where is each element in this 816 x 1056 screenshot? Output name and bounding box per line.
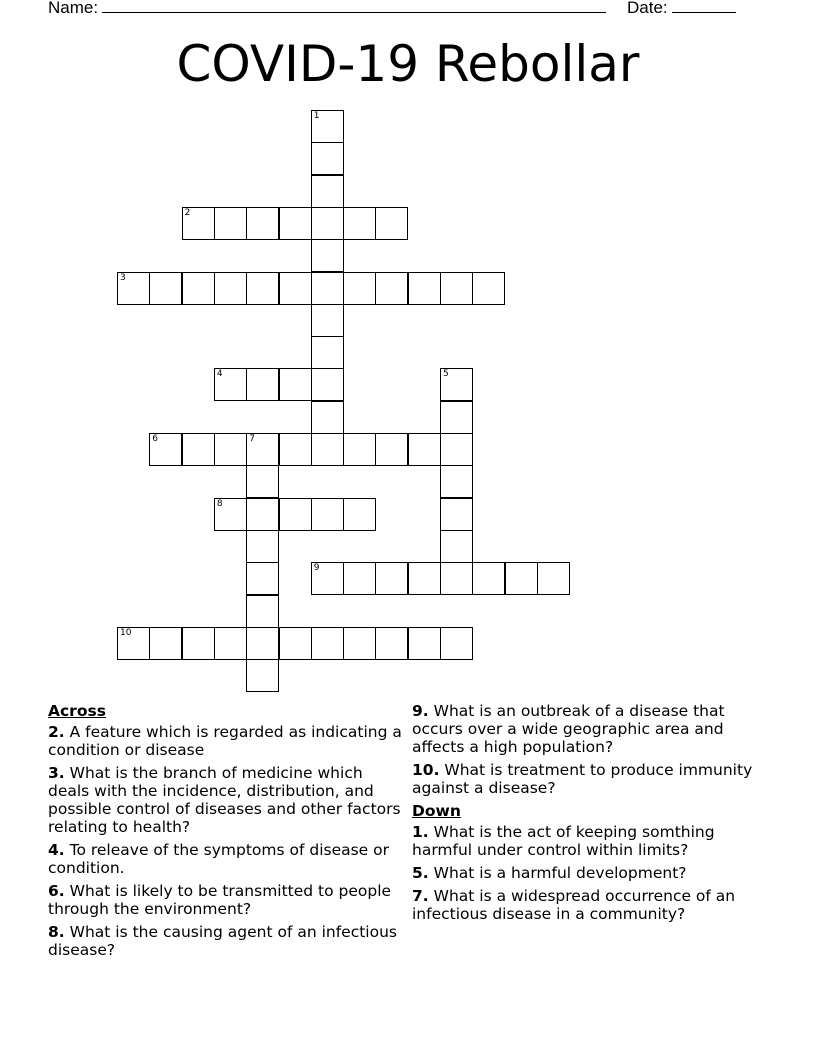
grid-cell[interactable] [311, 433, 344, 466]
clue-number: 9 [313, 563, 320, 574]
clue-text: What is treatment to produce immunity against a disease? [412, 761, 753, 797]
right-clues-column [412, 702, 762, 928]
clue-item [412, 823, 762, 859]
across-heading: Across [48, 702, 106, 720]
date-label: Date: [627, 0, 668, 17]
clue-text: To releave of the symptoms of disease or condition. [48, 841, 389, 877]
grid-cell[interactable] [279, 272, 312, 305]
grid-cell[interactable] [343, 627, 376, 660]
clue-item [412, 761, 762, 797]
clue-number: 4 [216, 369, 223, 380]
grid-cell[interactable] [279, 368, 312, 401]
puzzle-title: COVID-19 Rebollar [176, 35, 640, 93]
grid-cell[interactable] [311, 239, 344, 272]
grid-cell[interactable] [246, 272, 279, 305]
grid-cell[interactable] [214, 433, 247, 466]
grid-cell[interactable] [472, 272, 505, 305]
clue-item [412, 702, 762, 756]
grid-cell[interactable] [343, 207, 376, 240]
grid-cell[interactable] [408, 272, 441, 305]
grid-cell[interactable] [408, 433, 441, 466]
grid-cell[interactable] [343, 272, 376, 305]
clue-number: 8 [216, 498, 223, 509]
grid-cell[interactable] [214, 368, 247, 401]
grid-cell[interactable] [343, 433, 376, 466]
clue-number-label: 2. [48, 723, 65, 741]
clue-item [412, 887, 762, 923]
grid-cell[interactable] [279, 207, 312, 240]
grid-cell[interactable] [375, 433, 408, 466]
clue-number-label: 4. [48, 841, 65, 859]
clue-number: 1 [313, 111, 320, 121]
grid-cell[interactable] [311, 304, 344, 337]
grid-cell[interactable] [311, 336, 344, 369]
grid-cell[interactable] [311, 272, 344, 305]
grid-cell[interactable] [246, 595, 279, 628]
grid-cell[interactable] [440, 433, 473, 466]
grid-cell[interactable] [311, 110, 344, 143]
grid-cell[interactable] [279, 627, 312, 660]
grid-cell[interactable] [311, 562, 344, 595]
across-clues [48, 702, 403, 964]
clue-text: What is the causing agent of an infectious disease? [48, 923, 397, 959]
grid-cell[interactable] [246, 465, 279, 498]
grid-cell[interactable] [440, 530, 473, 563]
clue-item [48, 841, 403, 877]
clue-number: 3 [120, 272, 126, 283]
grid-cell[interactable] [182, 627, 215, 660]
clue-number: 10 [120, 627, 132, 638]
clue-number-label: 6. [48, 882, 65, 900]
grid-cell[interactable] [311, 207, 344, 240]
clue-text: What is an outbreak of a disease that occurs over a wide geographic area and affects a high population? [412, 702, 725, 756]
clue-item [412, 864, 762, 882]
clue-text: What is likely to be transmitted to people through the environment? [48, 882, 392, 918]
clue-text: What is a harmful development? [428, 864, 687, 882]
grid-cell[interactable] [149, 272, 182, 305]
grid-cell[interactable] [246, 562, 279, 595]
grid-cell[interactable] [214, 498, 247, 531]
grid-cell[interactable] [343, 498, 376, 531]
clue-number-label: 5. [412, 864, 429, 882]
clue-number-label: 3. [48, 764, 65, 782]
grid-cell[interactable] [117, 627, 150, 660]
across-clue-list [48, 723, 403, 959]
clue-item [48, 882, 403, 918]
clue-text: What is the act of keeping somthing harmful under control within limits? [412, 823, 715, 859]
grid-cell[interactable] [246, 498, 279, 531]
grid-cell[interactable] [117, 272, 150, 305]
clue-number-label: 8. [48, 923, 65, 941]
clue-number: 6 [152, 434, 159, 444]
grid-cell[interactable] [182, 433, 215, 466]
clue-number: 5 [443, 369, 449, 380]
grid-cell[interactable] [214, 207, 247, 240]
grid-cell[interactable] [408, 562, 441, 595]
grid-cell[interactable] [440, 272, 473, 305]
grid-cell[interactable] [246, 433, 279, 466]
clue-number-label: 9. [412, 702, 429, 720]
grid-cell[interactable] [246, 368, 279, 401]
grid-cell[interactable] [246, 530, 279, 563]
grid-cell[interactable] [149, 433, 182, 466]
grid-cell[interactable] [311, 175, 344, 208]
grid-cell[interactable] [182, 272, 215, 305]
clue-text: What is a widespread occurrence of an infectious disease in a community? [412, 887, 736, 923]
grid-cell[interactable] [440, 368, 473, 401]
name-label: Name: [48, 0, 99, 17]
clue-number-label: 1. [412, 823, 429, 841]
clue-text: A feature which is regarded as indicating a condition or disease [48, 723, 402, 759]
grid-cell[interactable] [343, 562, 376, 595]
grid-cell[interactable] [440, 401, 473, 434]
grid-cell[interactable] [440, 465, 473, 498]
grid-cell[interactable] [440, 498, 473, 531]
clue-number-label: 10. [412, 761, 440, 779]
grid-cell[interactable] [279, 433, 312, 466]
grid-cell[interactable] [311, 368, 344, 401]
down-heading: Down [412, 802, 461, 820]
clue-item [48, 923, 403, 959]
grid-cell[interactable] [214, 627, 247, 660]
grid-cell[interactable] [472, 562, 505, 595]
down-clue-list [412, 823, 762, 923]
clue-number: 7 [249, 434, 255, 444]
grid-cell[interactable] [505, 562, 538, 595]
grid-cell[interactable] [375, 272, 408, 305]
clue-text: What is the branch of medicine which deals with the incidence, distribution, and possible control of diseases and other factors relating to health? [48, 764, 401, 836]
across-clue-list-continued [412, 702, 762, 797]
grid-cell[interactable] [246, 659, 279, 692]
clue-item [48, 723, 403, 759]
grid-cell[interactable] [375, 627, 408, 660]
grid-cell[interactable] [214, 272, 247, 305]
grid-cell[interactable] [311, 401, 344, 434]
grid-cell[interactable] [246, 207, 279, 240]
grid-cell[interactable] [246, 627, 279, 660]
grid-cell[interactable] [375, 562, 408, 595]
grid-cell[interactable] [408, 627, 441, 660]
grid-cell[interactable] [311, 627, 344, 660]
grid-cell[interactable] [279, 498, 312, 531]
grid-cell[interactable] [375, 207, 408, 240]
grid-cell[interactable] [311, 142, 344, 175]
grid-cell[interactable] [440, 627, 473, 660]
grid-cell[interactable] [311, 498, 344, 531]
clue-item [48, 764, 403, 836]
clue-number: 2 [184, 207, 191, 218]
clue-number-label: 7. [412, 887, 429, 905]
grid-cell[interactable] [440, 562, 473, 595]
grid-cell[interactable] [182, 207, 215, 240]
grid-cell[interactable] [537, 562, 570, 595]
grid-cell[interactable] [149, 627, 182, 660]
